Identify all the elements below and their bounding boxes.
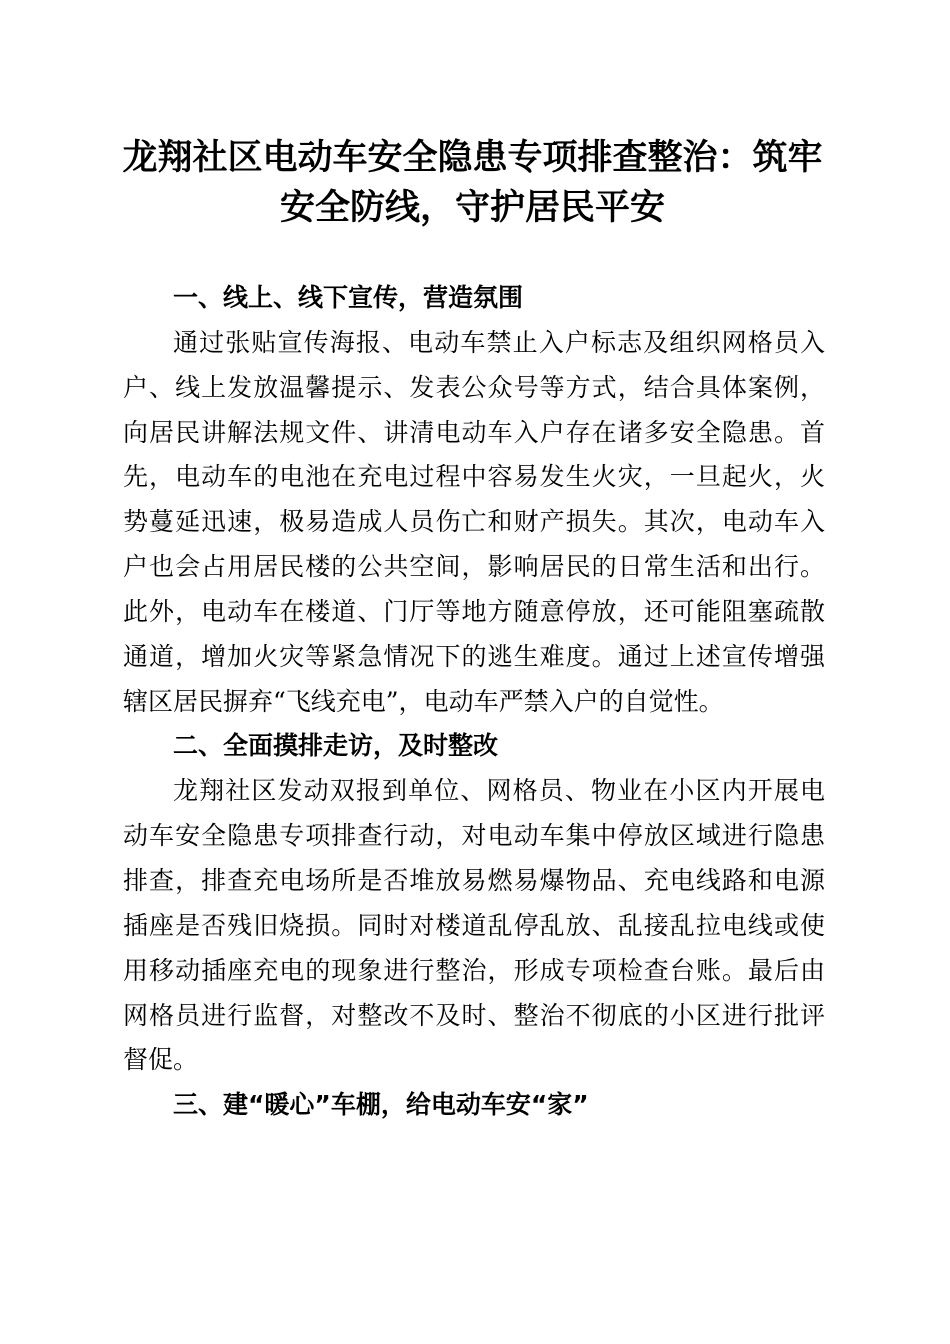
paragraph-line: 户也会占用居民楼的公共空间，影响居民的日常生活和出行。 <box>123 552 825 582</box>
paragraph-line: 网格员进行监督，对整改不及时、整治不彻底的小区进行批评 <box>123 1000 825 1030</box>
paragraph-line: 插座是否残旧烧损。同时对楼道乱停乱放、乱接乱拉电线或使 <box>123 910 825 940</box>
paragraph-line: 通过张贴宣传海报、电动车禁止入户标志及组织网格员入 <box>173 327 825 357</box>
paragraph-line: 通道，增加火灾等紧急情况下的逃生难度。通过上述宣传增强 <box>123 641 825 671</box>
paragraph-line: 向居民讲解法规文件、讲清电动车入户存在诸多安全隐患。首 <box>123 417 825 447</box>
paragraph-line: 辖区居民摒弃“飞线充电”，电动车严禁入户的自觉性。 <box>123 686 724 716</box>
paragraph-line: 户、线上发放温馨提示、发表公众号等方式，结合具体案例， <box>123 372 825 402</box>
paragraph-line: 势蔓延迅速，极易造成人员伤亡和财产损失。其次，电动车入 <box>123 507 825 537</box>
title-line-1: 龙翔社区电动车安全隐患专项排查整治：筑牢 <box>122 137 823 178</box>
title-line-2: 安全防线，守护居民平安 <box>279 187 665 228</box>
section-heading: 一、线上、线下宣传，营造氛围 <box>173 283 524 312</box>
paragraph-line: 动车安全隐患专项排查行动，对电动车集中停放区域进行隐患 <box>123 821 825 851</box>
section-heading: 三、建“暖心”车棚，给电动车安“家” <box>173 1090 589 1120</box>
paragraph-line: 龙翔社区发动双报到单位、网格员、物业在小区内开展电 <box>173 776 825 806</box>
paragraph-line: 排查，排查充电场所是否堆放易燃易爆物品、充电线路和电源 <box>123 865 825 895</box>
section-heading: 二、全面摸排走访，及时整改 <box>173 731 499 761</box>
paragraph-line: 先，电动车的电池在充电过程中容易发生火灾，一旦起火，火 <box>123 462 825 492</box>
paragraph-line: 用移动插座充电的现象进行整治，形成专项检查台账。最后由 <box>123 955 825 985</box>
document-title <box>110 133 835 233</box>
paragraph-line: 此外，电动车在楼道、门厅等地方随意停放，还可能阻塞疏散 <box>123 596 825 626</box>
document-body <box>123 276 825 1128</box>
paragraph-line: 督促。 <box>123 1045 199 1075</box>
